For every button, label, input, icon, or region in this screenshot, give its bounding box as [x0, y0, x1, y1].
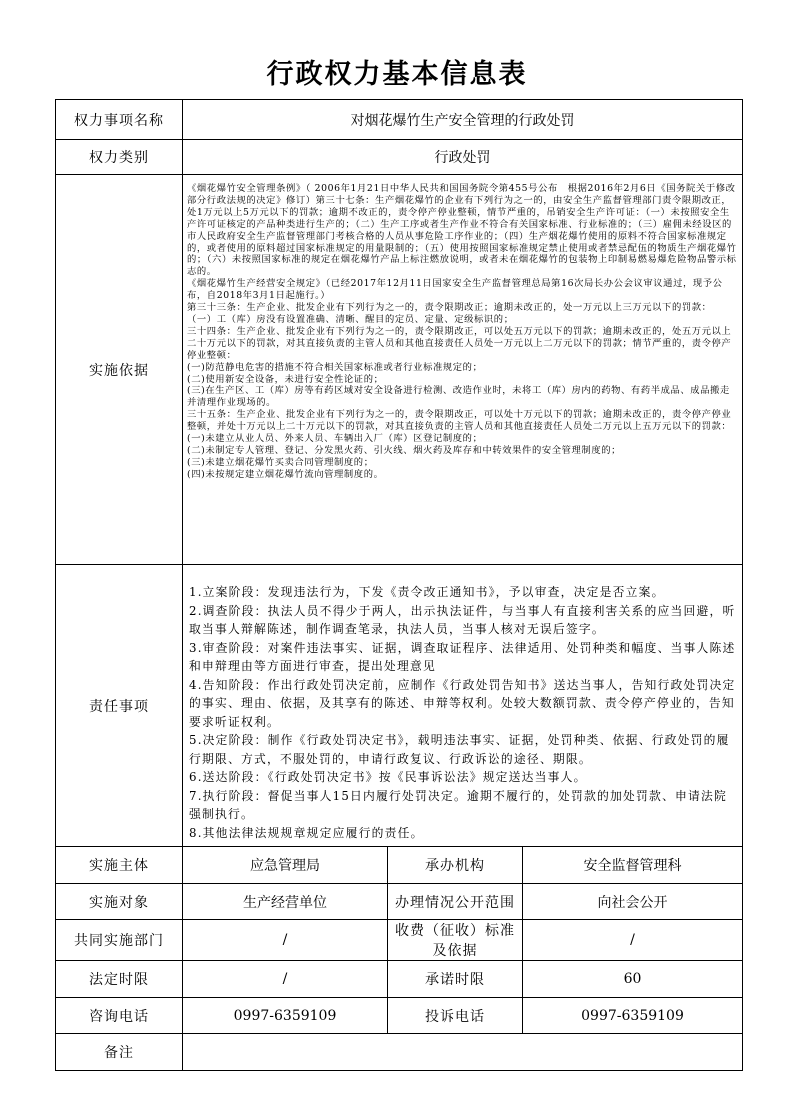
handling-org-label: 承办机构 [388, 847, 523, 884]
responsibility-label: 责任事项 [56, 565, 183, 847]
row-responsibility [56, 565, 743, 847]
fee-standard-label: 收费（征收）标准及依据 [388, 920, 523, 961]
basis-paragraph: (三)在生产区、工（库）房等有药区域对安全设备进行检测、改造作业时，未将工（库）房内的药物、有药半成品、成品搬走并清理作业现场的。 [187, 385, 730, 409]
basis-paragraph: （一）工（库）房没有设置准确、清晰、醒目的定员、定量、定级标识的； [187, 313, 514, 325]
basis-paragraph: 第三十三条：生产企业、批发企业有下列行为之一的，责令限期改正；逾期未改正的，处一万元以上三万元以下的罚款： [187, 302, 712, 314]
power-category-value: 行政处罚 [183, 140, 743, 175]
complaint-phone-value: 0997-6359109 [523, 998, 743, 1034]
promised-limit-label: 承诺时限 [388, 961, 523, 998]
consult-phone-value: 0997-6359109 [183, 998, 388, 1034]
info-table [55, 99, 743, 1071]
responsibility-item: 6.送达阶段：《行政处罚决定书》按《民事诉讼法》规定送达当事人。 [189, 770, 587, 784]
basis-paragraph: 三十五条：生产企业、批发企业有下列行为之一的，责令限期改正，可以处十万元以下的罚款；逾期未改正的，责令停产停业整顿，并处十万元以上二十万元以下的罚款，对其直接负责的主管人员和其他直接责任人员处二万元以上五万元以下的罚款： [187, 409, 732, 433]
complaint-phone-label: 投诉电话 [388, 998, 523, 1034]
row-target [56, 884, 743, 920]
responsibility-item: 4.告知阶段：作出行政处罚决定前，应制作《行政处罚告知书》送达当事人，告知行政处罚决定的事实、理由、依据，及其享有的陈述、申辩等权利。处较大数额罚款、责令停产停业的，告知要求听证权利。 [189, 677, 736, 729]
basis-label: 实施依据 [56, 175, 183, 565]
handling-org-value: 安全监督管理科 [523, 847, 743, 884]
legal-limit-label: 法定时限 [56, 961, 183, 998]
row-time-limit [56, 961, 743, 998]
row-phone [56, 998, 743, 1034]
power-name-label: 权力事项名称 [56, 100, 183, 140]
basis-paragraph: (三)未建立烟花爆竹买卖合同管理制度的； [187, 456, 374, 468]
joint-dept-value: / [183, 920, 388, 961]
fee-standard-value: / [523, 920, 743, 961]
remark-label: 备注 [56, 1034, 183, 1071]
basis-paragraph: 三十四条：生产企业、批发企业有下列行为之一的，责令限期改正，可以处五万元以下的罚款；逾期未改正的，处五万元以上二十万元以下的罚款，对其直接负责的主管人员和其他直接责任人员处一万元以上二万元以下的罚款；情节严重的，责令停产停业整顿： [187, 325, 732, 361]
remark-value [183, 1034, 743, 1071]
subject-label: 实施主体 [56, 847, 183, 884]
joint-dept-label: 共同实施部门 [56, 920, 183, 961]
page-title: 行政权力基本信息表 [266, 59, 528, 90]
promised-limit-value: 60 [523, 961, 743, 998]
basis-paragraph: (二)未制定专人管理、登记、分发黑火药、引火线、烟火药及库存和中转效果件的安全管理制度的； [187, 444, 622, 456]
consult-phone-label: 咨询电话 [56, 998, 183, 1034]
responsibility-item: 1.立案阶段：发现违法行为，下发《责令改正通知书》，予以审查，决定是否立案。 [189, 585, 665, 599]
row-power-name [56, 100, 743, 140]
row-power-category [56, 140, 743, 175]
responsibility-item: 2.调查阶段：执法人员不得少于两人，出示执法证件，与当事人有直接利害关系的应当回避，听取当事人辩解陈述，制作调查笔录，执法人员，当事人核对无误后签字。 [189, 603, 736, 636]
responsibility-item: 7.执行阶段：督促当事人15日内履行处罚决定。逾期不履行的，处罚款的加处罚款、申请法院强制执行。 [189, 788, 727, 821]
legal-limit-value: / [183, 961, 388, 998]
target-value: 生产经营单位 [183, 884, 388, 920]
row-subject [56, 847, 743, 884]
basis-paragraph: 《烟花爆竹生产经营安全规定》（已经2017年12月11日国家安全生产监督管理总局第16次局长办公会议审议通过，现予公布，自2018年3月1日起施行。） [187, 278, 723, 302]
basis-paragraph: (一)防范静电危害的措施不符合相关国家标准或者行业标准规定的； [187, 361, 483, 373]
disclosure-scope-value: 向社会公开 [523, 884, 743, 920]
row-joint-dept [56, 920, 743, 961]
row-remark [56, 1034, 743, 1071]
responsibility-item: 3.审查阶段：对案件违法事实、证据，调查取证程序、法律适用、处罚种类和幅度、当事人陈述和申辩理由等方面进行审查，提出处理意见 [189, 640, 736, 673]
basis-paragraph: 《烟花爆竹安全管理条例》（ 2006年1月21日中华人民共和国国务院令第455号公布 根据2016年2月6日《国务院关于修改部分行政法规的决定》修订）第三十七条：生产烟花爆竹的企业有下列行为之一的，由安全生产监督管理部门责令限期改正，处1万元以上5万元以下的罚款；逾期不改正的，责令停产停业整顿，情节严重的，吊销安全生产许可证：（一）未按照安全生产许可证核定的产品种类进行生产的；（二）生产工序或者生产作业不符合有关国家标准、行业标准的；（三）雇佣未经设区的市人民政府安全生产监督管理部门考核合格的人员从事危险工序作业的；（四）生产烟花爆竹使用的原料不符合国家标准规定的，或者使用的原料超过国家标准规定的用量限制的；（五）使用按照国家标准规定禁止使用或者禁忌配伍的物质生产烟花爆竹的；（六）未按照国家标准的规定在烟花爆竹产品上标注燃放说明，或者未在烟花爆竹的包装物上印制易燃易爆危险物品警示标志的。 [187, 183, 737, 278]
responsibility-item: 8.其他法律法规规章规定应履行的责任。 [189, 825, 424, 840]
row-basis [56, 175, 743, 565]
target-label: 实施对象 [56, 884, 183, 920]
basis-paragraph: (四)未按规定建立烟花爆竹流向管理制度的。 [187, 468, 384, 480]
responsibility-item: 5.决定阶段：制作《行政处罚决定书》，载明违法事实、证据，处罚种类、依据、行政处罚的履行期限、方式，不服处罚的，申请行政复议、行政诉讼的途径、期限。 [189, 733, 730, 766]
subject-value: 应急管理局 [183, 847, 388, 884]
responsibility-content [183, 565, 743, 847]
power-category-label: 权力类别 [56, 140, 183, 175]
power-name-value: 对烟花爆竹生产安全管理的行政处罚 [183, 100, 743, 140]
basis-paragraph: (二)使用新安全设备，未进行安全性论证的； [187, 373, 384, 385]
disclosure-scope-label: 办理情况公开范围 [388, 884, 523, 920]
basis-content [183, 175, 743, 565]
basis-paragraph: (一)未建立从业人员、外来人员、车辆出入厂（库）区登记制度的； [187, 433, 483, 445]
